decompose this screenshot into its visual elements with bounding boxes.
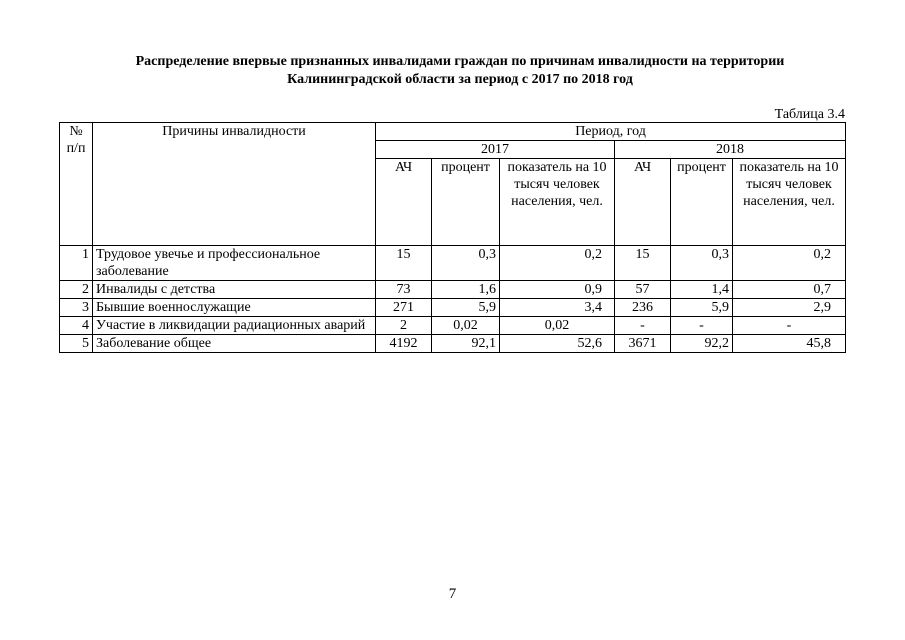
row-ind-2018: 2,9	[733, 299, 846, 317]
row-ind-2018: 0,7	[733, 281, 846, 299]
row-pct-2018: -	[671, 317, 733, 335]
header-reason: Причины инвалидности	[93, 123, 376, 246]
row-ind-2017: 0,2	[500, 246, 615, 281]
row-pct-2017: 0,02	[432, 317, 500, 335]
row-num: 1	[60, 246, 93, 281]
row-ind-2018: 0,2	[733, 246, 846, 281]
table-row	[60, 246, 846, 281]
row-num: 5	[60, 335, 93, 353]
header-year-2017: 2017	[376, 141, 615, 159]
title-line-2: Калининградской области за период с 2017 по 2018 год	[287, 72, 633, 87]
row-reason: Инвалиды с детства	[93, 281, 376, 299]
row-ach-2017: 271	[376, 299, 432, 317]
row-ind-2017: 0,9	[500, 281, 615, 299]
table-row	[60, 317, 846, 335]
row-ind-2018: -	[733, 317, 846, 335]
page-number: 7	[448, 586, 457, 602]
table-label: Таблица 3.4	[774, 107, 845, 122]
row-reason: Участие в ликвидации радиационных аварий	[93, 317, 376, 335]
row-pct-2017: 92,1	[432, 335, 500, 353]
row-ind-2017: 3,4	[500, 299, 615, 317]
row-ind-2017: 0,02	[500, 317, 615, 335]
header-num	[60, 123, 93, 246]
row-num: 4	[60, 317, 93, 335]
row-ach-2017: 4192	[376, 335, 432, 353]
row-num: 2	[60, 281, 93, 299]
table-row	[60, 299, 846, 317]
row-ach-2017: 15	[376, 246, 432, 281]
header-ach-2018: АЧ	[615, 159, 671, 246]
header-indicator-2017: показатель на 10 тысяч человек населения, чел.	[500, 159, 615, 246]
title-line-1: Распределение впервые признанных инвалидами граждан по причинам инвалидности на территории	[135, 54, 785, 69]
table-row	[60, 281, 846, 299]
document-title	[60, 53, 860, 89]
row-ach-2018: 15	[615, 246, 671, 281]
row-ach-2017: 2	[376, 317, 432, 335]
row-pct-2017: 0,3	[432, 246, 500, 281]
row-pct-2018: 92,2	[671, 335, 733, 353]
row-pct-2017: 5,9	[432, 299, 500, 317]
header-indicator-2018: показатель на 10 тысяч человек населения, чел.	[733, 159, 846, 246]
row-ind-2017: 52,6	[500, 335, 615, 353]
row-pct-2018: 5,9	[671, 299, 733, 317]
row-reason: Бывшие военнослужащие	[93, 299, 376, 317]
row-pct-2018: 1,4	[671, 281, 733, 299]
row-ach-2018: 3671	[615, 335, 671, 353]
row-ind-2018: 45,8	[733, 335, 846, 353]
row-num: 3	[60, 299, 93, 317]
header-ach-2017: АЧ	[376, 159, 432, 246]
header-num-line1: №	[69, 124, 83, 139]
header-num-line2: п/п	[66, 141, 86, 156]
row-ach-2018: 57	[615, 281, 671, 299]
row-pct-2018: 0,3	[671, 246, 733, 281]
header-period: Период, год	[376, 123, 846, 141]
header-year-2018: 2018	[615, 141, 846, 159]
table-row	[60, 335, 846, 353]
row-ach-2017: 73	[376, 281, 432, 299]
header-percent-2017: процент	[432, 159, 500, 246]
row-ach-2018: 236	[615, 299, 671, 317]
header-percent-2018: процент	[671, 159, 733, 246]
row-pct-2017: 1,6	[432, 281, 500, 299]
row-ach-2018: -	[615, 317, 671, 335]
row-reason: Трудовое увечье и профессиональное заболевание	[93, 246, 376, 281]
row-reason: Заболевание общее	[93, 335, 376, 353]
disability-table	[59, 122, 846, 353]
